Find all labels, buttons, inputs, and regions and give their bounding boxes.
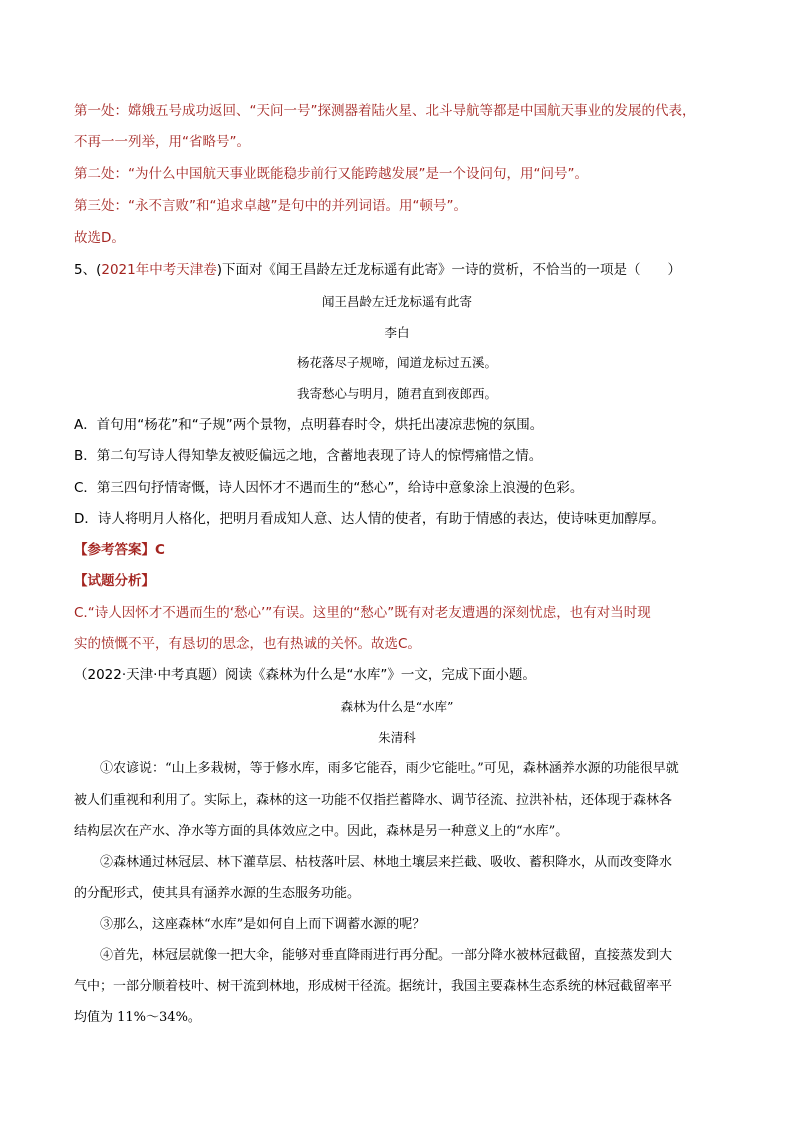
poem-line-2: 我寄愁心与明月，随君直到夜郎西。 — [296, 386, 497, 401]
article-p3-line-1: ③那么，这座森林“水库”是如何自上而下调蓄水源的呢？ — [100, 917, 426, 932]
question-5-prefix: 5、( — [74, 262, 102, 278]
analysis-top-line-1: 第一处：嫦娥五号成功返回、“天问一号”探测器着陆火星、北斗导航等都是中国航天事业的发展的代表， — [74, 103, 696, 119]
option-a: A．首句用“杨花”和“子规”两个景物，点明暮春时令，烘托出凄凉悲惋的氛围。 — [74, 417, 544, 433]
option-d: D．诗人将明月人格化，把明月看成知人意、达人情的使者，有助于情感的表达，使诗味更加醇厚。 — [74, 511, 665, 527]
analysis-top-line-4: 第三处：“永不言败”和“追求卓越”是句中的并列词语。用“顿号”。 — [74, 198, 467, 214]
option-b: B．第二句写诗人得知挚友被贬偏远之地，含蓄地表现了诗人的惊愕痛惜之情。 — [74, 448, 543, 464]
article-p4-line-2: 气中；一部分顺着枝叶、树干流到林地，形成树干径流。据统计，我国主要森林生态系统的林冠截留率平 — [74, 979, 673, 994]
analysis-label: 【试题分析】 — [74, 573, 155, 589]
poem-title: 闻王昌龄左迁龙标遥有此寄 — [321, 294, 472, 309]
poem-author: 李白 — [384, 325, 410, 340]
article-p1-line-2: 被人们重视和利用了。实际上，森林的这一功能不仅指拦蓄降水、调节径流、拉洪补枯，还体现于森林各 — [74, 793, 673, 808]
article-p4-line-3: 均值为 11%～34%。 — [74, 1010, 201, 1025]
analysis-line-2: 实的愤慨不平，有恳切的思念，也有热诚的关怀。故选C。 — [74, 636, 421, 652]
question-5-source: 2021年中考天津卷 — [101, 262, 217, 278]
poem-line-1: 杨花落尽子规啼，闻道龙标过五溪。 — [296, 355, 497, 370]
analysis-top-line-5: 故选D。 — [74, 230, 125, 246]
option-c: C．第三四句抒情寄慨，诗人因怀才不遇而生的“愁心”，给诗中意象涂上浪漫的色彩。 — [74, 480, 584, 496]
question-5-text: )下面对《闻王昌龄左迁龙标遥有此寄》一诗的赏析，不恰当的一项是（ ） — [216, 262, 681, 278]
article-p4-line-1: ④首先，林冠层就像一把大伞，能够对垂直降雨进行再分配。一部分降水被林冠截留，直接蒸发到大 — [100, 948, 673, 963]
reading-intro: （2022·天津·中考真题）阅读《森林为什么是“水库”》一文，完成下面小题。 — [74, 667, 536, 683]
article-p1-line-1: ①农谚说：“山上多栽树，等于修水库，雨多它能吞，雨少它能吐。”可见，森林涵养水源的功能很早就 — [100, 761, 679, 776]
article-p2-line-2: 的分配形式，使其具有涵养水源的生态服务功能。 — [74, 886, 361, 901]
analysis-line-1: C.“诗人因怀才不遇而生的‘愁心’”有误。这里的“愁心”既有对老友遭遇的深刻忧虑，也有对当时现 — [74, 605, 651, 621]
question-5 — [74, 260, 734, 280]
analysis-top-line-3: 第二处：“为什么中国航天事业既能稳步前行又能跨越发展”是一个设问句，用“问号”。 — [74, 166, 588, 182]
analysis-top-line-2: 不再一一列举，用“省略号”。 — [74, 134, 250, 150]
answer-label: 【参考答案】C — [74, 542, 165, 558]
article-p2-line-1: ②森林通过林冠层、林下灌草层、枯枝落叶层、林地土壤层来拦截、吸收、蓄积降水，从而改变降水 — [100, 855, 673, 870]
article-title: 森林为什么是“水库” — [340, 699, 454, 714]
article-p1-line-3: 结构层次在产水、净水等方面的具体效应之中。因此，森林是另一种意义上的“水库”。 — [74, 824, 569, 839]
article-author: 朱清科 — [378, 730, 416, 745]
